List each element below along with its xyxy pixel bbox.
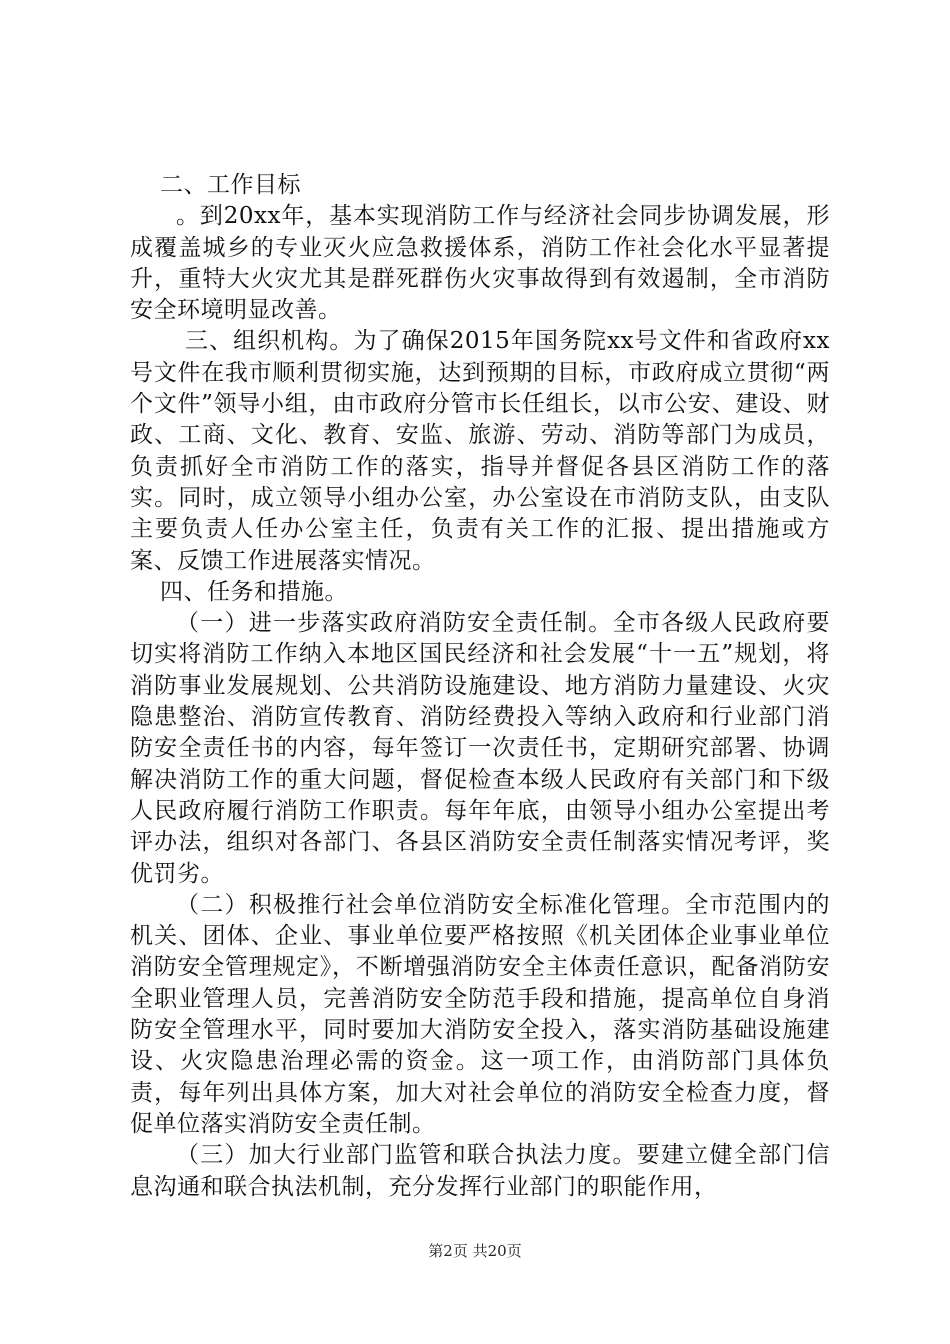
paragraph-task-3: （三）加大行业部门监管和联合执法力度。要建立健全部门信息沟通和联合执法机制，充分发挥行业部门的职能作用，: [130, 1142, 830, 1200]
paragraph-goals: 。到20xx年，基本实现消防工作与经济社会同步协调发展，形成覆盖城乡的专业灭火应急救援体系，消防工作社会化水平显著提升，重特大火灾尤其是群死群伤火灾事故得到有效遏制，全市消防安全环境明显改善。: [130, 203, 830, 324]
paragraph-task-2: （二）积极推行社会单位消防安全标准化管理。全市范围内的机关、团体、企业、事业单位要严格按照《机关团体企业事业单位消防安全管理规定》，不断增强消防安全主体责任意识，配备消防安全职业管理人员，完善消防安全防范手段和措施，提高单位自身消防安全管理水平，同时要加大消防安全投入，落实消防基础设施建设、火灾隐患治理必需的资金。这一项工作，由消防部门具体负责，每年列出具体方案，加大对社会单位的消防安全检查力度，督促单位落实消防安全责任制。: [130, 891, 830, 1137]
paragraph-task-1: （一）进一步落实政府消防安全责任制。全市各级人民政府要切实将消防工作纳入本地区国民经济和社会发展“十一五”规划，将消防事业发展规划、公共消防设施建设、地方消防力量建设、火灾隐患整治、消防宣传教育、消防经费投入等纳入政府和行业部门消防安全责任书的内容，每年签订一次责任书，定期研究部署、协调解决消防工作的重大问题，督促检查本级人民政府有关部门和下级人民政府履行消防工作职责。每年年底，由领导小组办公室提出考评办法，组织对各部门、各县区消防安全责任制落实情况考评，奖优罚劣。: [130, 610, 830, 887]
paragraph-organization: 三、组织机构。为了确保2015年国务院xx号文件和省政府xx号文件在我市顺利贯彻实施，达到预期的目标，市政府成立贯彻“两个文件”领导小组，由市政府分管市长任组长，以市公安、建设、财政、工商、文化、教育、安监、旅游、劳动、消防等部门为成员，负责抓好全市消防工作的落实，指导并督促各县区消防工作的落实。同时，成立领导小组办公室，办公室设在市消防支队，由支队主要负责人任办公室主任，负责有关工作的汇报、提出措施或方案、反馈工作进展落实情况。: [130, 328, 830, 574]
document-body: [130, 170, 830, 1203]
section-heading-goals: 二、工作目标: [160, 172, 301, 198]
page-footer: 第2页 共20页: [428, 1242, 522, 1260]
section-heading-tasks: 四、任务和措施。: [160, 578, 348, 605]
